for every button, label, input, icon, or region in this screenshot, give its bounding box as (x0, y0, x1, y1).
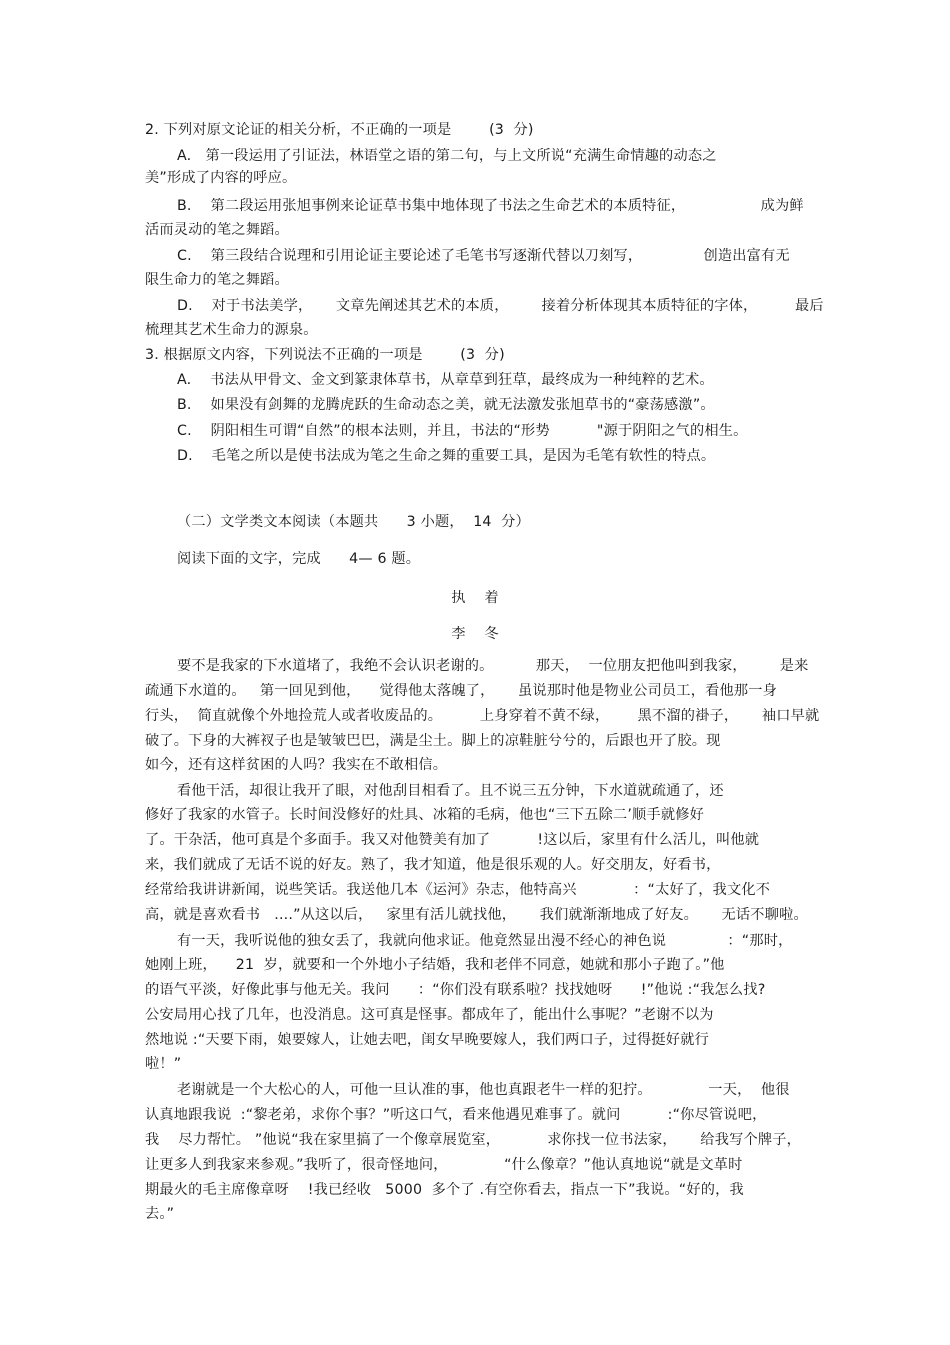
q2-option-d-cont: 梳理其艺术生命力的源泉。 (145, 322, 318, 338)
q3-option-d: D. 毛笔之所以是使书法成为笔之生命之舞的重要工具，是因为毛笔有软性的特点。 (177, 448, 716, 464)
q3-option-a: A. 书法从甲骨文、金文到篆隶体草书，从章草到狂草，最终成为一种纯粹的艺术。 (177, 372, 714, 388)
section-heading: （二）文学类文本阅读（本题共 3 小题， 14 分） (177, 514, 530, 530)
q2-option-c-cont: 限生命力的笔之舞蹈。 (145, 272, 289, 288)
q3-option-c: C. 阴阳相生可谓“自然”的根本法则，并且，书法的“形势 "源于阴阳之气的相生。 (177, 423, 748, 439)
story-line: 行头， 简直就像个外地捡荒人或者收废品的。 上身穿着不黄不绿， 黑不溜的褂子， 袖口早就 (145, 708, 820, 724)
story-line: 疏通下水道的。 第一回见到他， 觉得他太落魄了， 虽说那时他是物业公司员工，看他那一身 (145, 683, 778, 699)
story-line: 如今，还有这样贫困的人吗？我实在不敢相信。 (145, 757, 448, 773)
q2-option-c: C. 第三段结合说理和引用论证主要论述了毛笔书写逐渐代替以刀刻写， 创造出富有无 (177, 248, 790, 264)
story-line: 有一天，我听说他的独女丢了，我就向他求证。他竟然显出漫不经心的神色说 ：“那时， (177, 933, 793, 949)
story-line: 她刚上班， 21 岁，就要和一个外地小子结婚，我和老伴不同意，她就和那小子跑了。”他 (145, 957, 725, 973)
q3-option-b: B. 如果没有剑舞的龙腾虎跃的生命动态之美，就无法激发张旭草书的“豪荡感激”。 (177, 397, 715, 413)
q2-option-a-cont: 美”形成了内容的呼应。 (145, 170, 297, 186)
q3-stem: 3. 根据原文内容，下列说法不正确的一项是 (3 分) (145, 347, 505, 363)
q2-stem: 2. 下列对原文论证的相关分析，不正确的一项是 (3 分) (145, 122, 534, 138)
story-line: 经常给我讲讲新闻，说些笑话。我送他几本《运河》杂志，他特高兴 ：“太好了，我文化不 (145, 882, 771, 898)
story-line: 啦！” (145, 1056, 182, 1072)
story-line: 认真地跟我说 :“黎老弟，求你个事？”听这口气，看来他遇见难事了。就问 :“你尽管说吧， (145, 1107, 767, 1123)
story-line: 然地说 :“天要下雨，娘要嫁人，让她去吧，闺女早晚要嫁人，我们两口子，过得挺好就行 (145, 1032, 709, 1048)
story-author: 李 冬 (451, 626, 499, 642)
q2-option-b: B. 第二段运用张旭事例来论证草书集中地体现了书法之生命艺术的本质特征， 成为鲜 (177, 198, 804, 214)
story-line: 让更多人到我家来参观。”我听了，很奇怪地问， “什么像章？”他认真地说“就是文革时 (145, 1157, 743, 1173)
story-line: 老谢就是一个大松心的人，可他一旦认准的事，他也真跟老牛一样的犯拧。 一天， 他很 (177, 1082, 790, 1098)
story-line: 要不是我家的下水道堵了，我绝不会认识老谢的。 那天， 一位朋友把他叫到我家， 是来 (177, 658, 809, 674)
story-line: 看他干活，却很让我开了眼，对他刮目相看了。且不说三五分钟，下水道就疏通了，还 (177, 783, 724, 799)
section-instruction: 阅读下面的文字，完成 4— 6 题。 (177, 551, 421, 567)
story-line: 我 尽力帮忙。 ”他说“我在家里搞了一个像章展览室， 求你找一位书法家， 给我写个牌子， (145, 1132, 802, 1148)
story-line: 破了。下身的大裤衩子也是皱皱巴巴，满是尘土。脚上的凉鞋脏兮兮的，后跟也开了胶。现 (145, 733, 721, 749)
story-line: 修好了我家的水管子。长时间没修好的灶具、冰箱的毛病，他也“三下五除二’顺手就修好 (145, 807, 704, 823)
q2-option-b-cont: 活而灵动的笔之舞蹈。 (145, 222, 289, 238)
q2-option-d: D. 对于书法美学， 文章先阐述其艺术的本质， 接着分析体现其本质特征的字体， 最后 (177, 298, 824, 314)
story-line: 的语气平淡，好像此事与他无关。我问 ：“你们没有联系啦？找找她呀 !”他说 :“我怎么找? (145, 982, 766, 998)
story-title: 执 着 (451, 590, 499, 606)
q2-option-a: A. 第一段运用了引证法，林语堂之语的第二句，与上文所说“充满生命情趣的动态之 (177, 148, 717, 164)
story-line: 了。干杂活，他可真是个多面手。我又对他赞美有加了 !这以后，家里有什么活儿，叫他就 (145, 832, 760, 848)
story-line: 公安局用心找了几年，也没消息。这可真是怪事。都成年了，能出什么事呢？”老谢不以为 (145, 1007, 714, 1023)
story-line: 去。” (145, 1206, 175, 1222)
story-line: 期最火的毛主席像章呀 !我已经收 5000 多个了 .有空你看去，指点一下”我说。“好的，我 (145, 1182, 744, 1198)
story-line: 来，我们就成了无话不说的好友。熟了，我才知道，他是很乐观的人。好交朋友，好看书， (145, 857, 721, 873)
story-line: 高，就是喜欢看书 ....”从这以后， 家里有活儿就找他， 我们就渐渐地成了好友。 无话不聊啦。 (145, 907, 808, 923)
